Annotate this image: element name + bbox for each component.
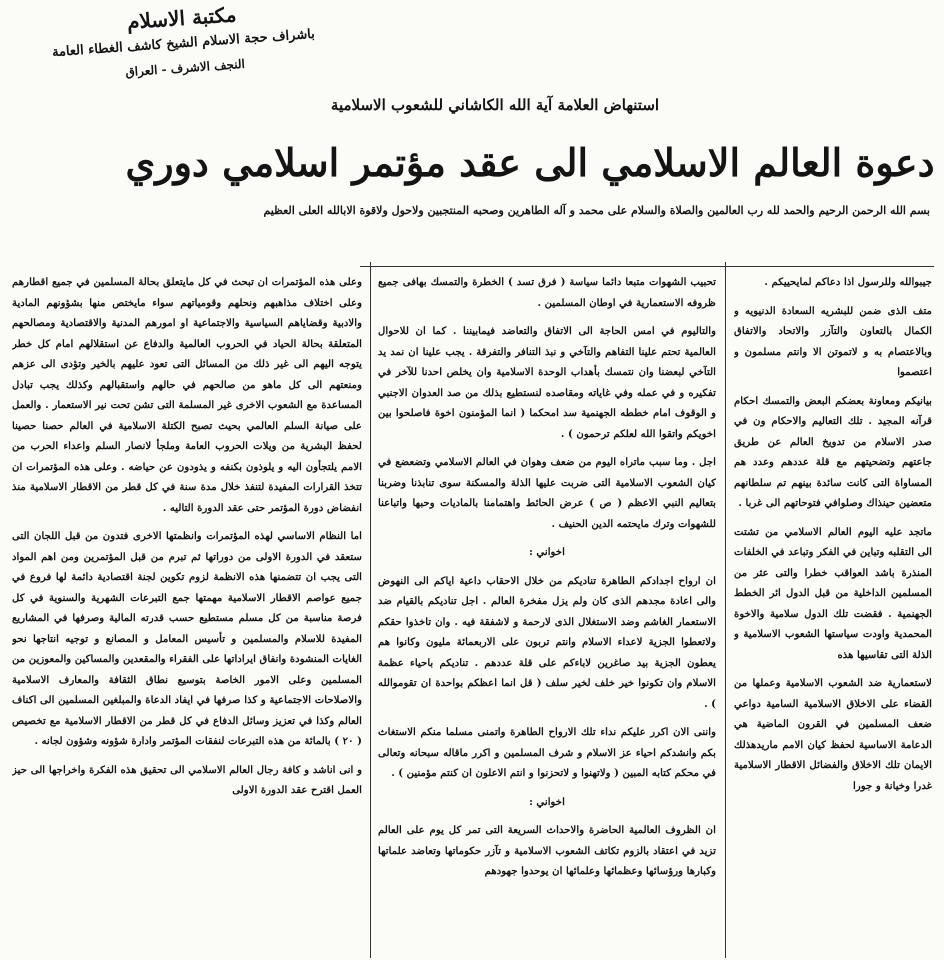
paragraph: ان الظروف العالمية الحاضرة والاحداث السريعة التى تمر كل يوم على العالم تزيد في اعتقاد بالزوم تكاتف الشعوب الاسلامية و تآزر حكوماتها وتعاضد علماتها وكبارها ورؤسائها وعظمائها وعلمائها ان يوحدوا جهودهم: [378, 824, 716, 877]
paragraph: وعلى هذه المؤتمرات ان تبحث في كل مايتعلق بحالة المسلمين في جميع اقطارهم وعلى اختلاف مذاهبهم ونحلهم وقومياتهم سواء مايختص منها بشؤونهم المادية والادبية وقضاياهم السياسية والاجتماعية او امورهم المدنية والاقتصادية ومصالحهم المتعلقة بحالة الحياد في الحروب العالمية والدفاع عن استقلالهم امام كل خطر يتوجه اليهم الى غير ذلك من المسائل التى تعود عليهم بالخير وتؤدى الى عزهم ومنعتهم الى كل ماهو من صالحهم في حالهم واستقبالهم وكذلك يجب تبادل المساعدة مع الشعوب الاخرى غير المسلمة التى تشن تحت نير الاستعمار . والعمل على صيانة السلم العالمي بحيث تصبح الكتلة الاسلامية في العالم حصنا حصينا لحفظ البشرية من ويلات الحروب العامة وملجأ لانصار السلم واعداء الحرب من الامم يلتجأون اليه و يلوذون بكنفه و يذودون عن حياضه . وعلى هذه المؤتمرات ان تتخذ القرارات المفيدة لتنفذ خلال مدة سنة في كل قطر من الاقطار الاسلامية منذ انفضاض دورة المؤتمر حتى عقد الدورة التاليه .: [12, 276, 362, 514]
library-stamp: [36, 0, 334, 136]
header-rule: [360, 266, 934, 267]
paragraph: تحبيب الشهوات متبعا دائما سياسة ( فرق تسد ) الخطرة والتمسك بهافى جميع ظروفه الاستعمارية في اوطان المسلمين .: [378, 276, 716, 309]
column-rule-left: [370, 262, 371, 958]
stamp-line-2: باشراف حجة الاسلام الشيخ كاشف الغطاء العامة: [51, 26, 316, 61]
paragraph: لاستعمارية ضد الشعوب الاسلامية وعملها من القضاء على الاخلاق الاسلامية السامية دواعي ضعف المسلمين في القرون الماضية هي الدعامة الاساسية لحفظ كيان الامم ماريدهذلك الايمان تلك الاخلاق والفضائل الاقطار الاسلامية غدرا وخيانة و جورا: [734, 677, 932, 792]
paragraph: والتاليوم في امس الحاجة الى الاتفاق والتعاضد فيمابيننا . كما ان للاحوال العالمية تحتم علينا التفاهم والتآخي و نبذ التنافر والتفرقة . يجب علينا ان نمد يد التآخي لبعضنا وان نتمسك بأهداب الوحدة الاسلامية وان يخلص احدنا للآخر في تفكيره و في عمله وفي غاياته ومقاصده لنستطيع بذلك من صد العدوان الاجنبي و الوقوف امام خططه الجهنمية سد امحكما ( انما المؤمنون اخوة فاصلحوا بين اخويكم واتقوا الله لعلكم ترحمون ) .: [378, 325, 716, 440]
article-kicker: استنهاض العلامة آية الله الكاشاني للشعوب الاسلامية: [330, 96, 660, 114]
column-rule-right: [725, 262, 726, 958]
paragraph: متف الذى ضمن للبشريه السعادة الدنيويه و الكمال بالتعاون والتآزر والاتحاد والاتفاق وبالاعتصام به و لاتموتن الا وانتم مسلمون و اعتصموا: [734, 304, 932, 378]
paragraph: ماتجد عليه اليوم العالم الاسلامي من تشتت الى التقلبه وتباين في الفكر وتباعد في الخلفات المنذرة باشد العواقب خطرا والتى عثر من المسلمين الداخلية من قبل الدول ائر الخطط الجهنمية . فقضت تلك الدول سلامية والاخوة المحمدية واودت سياستها الشعوب الاسلامية و الذلة التى تقاسيها هذه: [734, 525, 932, 661]
paragraph: ان ارواح اجدادكم الطاهرة تناديكم من خلال الاحقاب داعية اياكم الى النهوض والى اعادة مجدهم الذى كان ولم يزل مفخرة العالم . اجل تناديكم بالقيام ضد الاستعمار الغاشم وضد الاستغلال الذى لارحمة و لاشفقة فيه . وان تاخذوا حقكم ولاتعطوا الجزية لاعداء الاسلام وانتم تربون على الاربعمائة مليون وكانوا هم يعطون الجزية بيد صاغرين لاباءكم على قلة عددهم . تناديكم باحياء عظمة الاسلام وان تكونوا خير خلف لخير سلف ( قل انما اعظكم بواحدة ان تقوموالله ) .: [378, 574, 716, 710]
paragraph: بيانيكم ومعاونة بعضكم البعض والتمسك احكام قرآنه المجيد . تلك التعاليم والاحكام ون في صدر الاسلام من تدويخ العالم عن طريق جاعتهم وتضحيتهم مع قلة عددهم وعدد هم المساواة التى كانت سائدة بينهم تم سلطانهم متعضين حينذاك وصلوافي فتوحاتهم الى غربا .: [734, 394, 932, 509]
paragraph: اما النظام الاساسي لهذه المؤتمرات وانظمتها الاخرى فتدون من قبل اللجان التى ستعقد في الدورة الاولى من دوراتها ثم تبرم من قبل المؤتمرين ومن اهم المواد التى يجب ان تتضمنها هذه الانظمة لزوم تكوين لجنة اقتصادية دائمة لها فروع في جميع عواصم الاقطار الاسلامية مهمتها جمع التبرعات الشهرية والسنوية في كل فرصة مناسبة من كل مسلم مستطيع حسب قدرته المالية وصرفها في المشاريع المفيدة للاسلام والمسلمين و تأسيس المعامل و المصانع و توجيه انتاجها نحو الغايات المنشودة وانفاق ايراداتها على الفقراء والمقعدين والمساكين والمعوزين من المسلمين وعلى الامور الخاصة بتوسيع نطاق الثقافة والمعارف الاسلامية والاصلاحات الاجتماعية و كذا صرفها في ايفاد الدعاة والمبلغين المسلمين الى اكناف العالم وكذا في تعزيز وسائل الدفاع في كل قطر من الاقطار الاسلامية مع تخصيص ( ٢٠ ) بالمائة من هذه التبرعات لنفقات المؤتمر وادارة شؤونه وشؤون لجانه .: [12, 530, 362, 747]
column-middle: [378, 272, 716, 954]
article-headline: دعوة العالم الاسلامي الى عقد مؤتمر اسلامي دوري: [125, 140, 935, 185]
opening-invocation: بسم الله الرحمن الرحيم والحمد لله رب العالمين والصلاة والسلام على محمد و آله الطاهرين وصحبه المنتجبين ولاحول ولاقوة الابالله العلى العظيم: [263, 204, 930, 217]
paragraph: و انى اناشد و كافة رجال العالم الاسلامي الى تحقيق هذه الفكرة واخراجها الى حيز العمل اقترح عقد الدورة الاولى: [12, 763, 362, 796]
stamp-line-1: مكتبة الاسلام: [126, 2, 238, 34]
stamp-line-3: النجف الاشرف - العراق: [124, 56, 246, 80]
paragraph: اجل . وما سبب ماتراه اليوم من ضعف وهوان في العالم الاسلامي وتضعضع في كيان الشعوب الاسلامية التى ضربت عليها الذلة والمسكنة سوى تنابذنا وضربنا بتعاليم النبي الاعظم ( ص ) عرض الحائط واهتمامنا بالماديات وحبها واتباعنا للشهوات وترك مايحتمه الدين الحنيف .: [378, 456, 716, 530]
column-left: [12, 272, 362, 954]
paragraph: واننى الان اكرر عليكم نداء تلك الارواح الطاهرة واتمنى مسلما منكم الاستغاث بكم وانشدكم احياء عز الاسلام و شرف المسلمين و اكرر ماقاله سبحانه وتعالى في محكم كتابه المبين ( ولاتهنوا و لاتحزنوا و انتم الاعلون ان كنتم مؤمنين ) .: [378, 726, 716, 779]
column-right: [734, 272, 932, 954]
paragraph: جيبوالله وللرسول اذا دعاكم لمايحييكم .: [764, 276, 932, 288]
section-subheading: اخواني :: [529, 546, 565, 558]
section-subheading: اخواني :: [529, 795, 565, 808]
